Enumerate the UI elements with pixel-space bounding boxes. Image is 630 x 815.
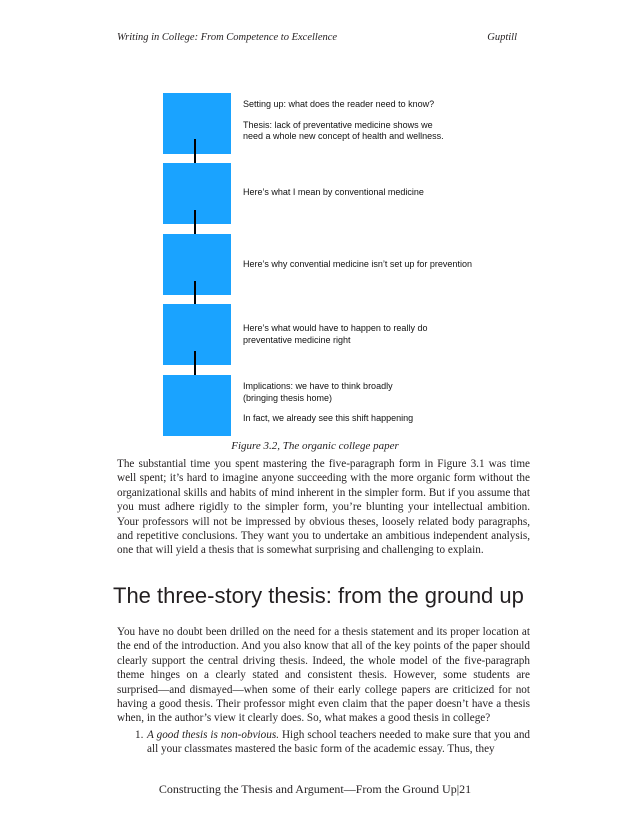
figure-block-4 bbox=[163, 304, 231, 365]
body-paragraph-1: The substantial time you spent mastering the five-paragraph form in Figure 3.1 was time well spent; it’s hard to imagine anyone succeeding with the more organic form without the organizational skills and habits of mind inherent in the simpler form. But if you assume that you must adhere rigidly to the simpler form, you’re blunting your intellectual ambition. Your professors will not be impressed by obvious theses, loosely related body paragraphs, and repetitive conclusions. They want you to undertake an ambitious independent analysis, one that will yield a thesis that is somewhat surprising and challenging to explain. bbox=[117, 458, 530, 557]
down-arrow-icon bbox=[194, 139, 196, 165]
figure-label-3: Here’s why convential medicine isn’t set up for prevention bbox=[243, 259, 472, 269]
figure-label-2: Here’s what I mean by conventional medicine bbox=[243, 187, 424, 197]
down-arrow-icon bbox=[194, 210, 196, 236]
body-paragraph-2: You have no doubt been drilled on the need for a thesis statement and its proper location at the end of the introduction. And you also know that all of the key points of the paper should clearly support the central driving thesis. Indeed, the whole model of the five-paragraph theme hinges on a clearly stated and consistent thesis. However, some students are surprised—and dismayed—when some of their early college papers are criticized for not having a good thesis. Their professor might even claim that the paper doesn’t have a thesis when, in the author’s view it clearly does. So, what makes a good thesis in college? bbox=[117, 626, 530, 725]
figure-block-5 bbox=[163, 375, 231, 436]
running-header bbox=[117, 32, 517, 43]
book-title: Writing in College: From Competence to Excellence bbox=[117, 32, 338, 43]
figure-label-4: Here’s what would have to happen to really do preventative medicine right bbox=[243, 323, 428, 345]
figure-block-2 bbox=[163, 163, 231, 224]
down-arrow-icon bbox=[194, 351, 196, 377]
section-heading: The three-story thesis: from the ground up bbox=[113, 583, 524, 608]
figure-block-1 bbox=[163, 93, 231, 154]
list-item-lead: A good thesis is non-obvious. bbox=[147, 729, 279, 741]
list-item bbox=[117, 728, 530, 757]
figure-caption: Figure 3.2, The organic college paper bbox=[231, 440, 399, 452]
figure-block-3 bbox=[163, 234, 231, 295]
author-name: Guptill bbox=[487, 32, 517, 43]
list-item-text: High school teachers needed to make sure that you and all your classmates mastered the basic form of the academic essay. Thus, they bbox=[147, 729, 531, 756]
figure-label-1: Setting up: what does the reader need to know? Thesis: lack of preventative medicine shows we need a whole new concept of health and wellness. bbox=[243, 99, 444, 141]
list-item-number: 1. bbox=[135, 729, 144, 741]
figure-label-5: Implications: we have to think broadly (bringing thesis home) In fact, we already see this shift happening bbox=[243, 381, 414, 423]
page-footer: Constructing the Thesis and Argument—From the Ground Up|21 bbox=[158, 782, 472, 796]
organic-paper-figure bbox=[163, 93, 493, 436]
